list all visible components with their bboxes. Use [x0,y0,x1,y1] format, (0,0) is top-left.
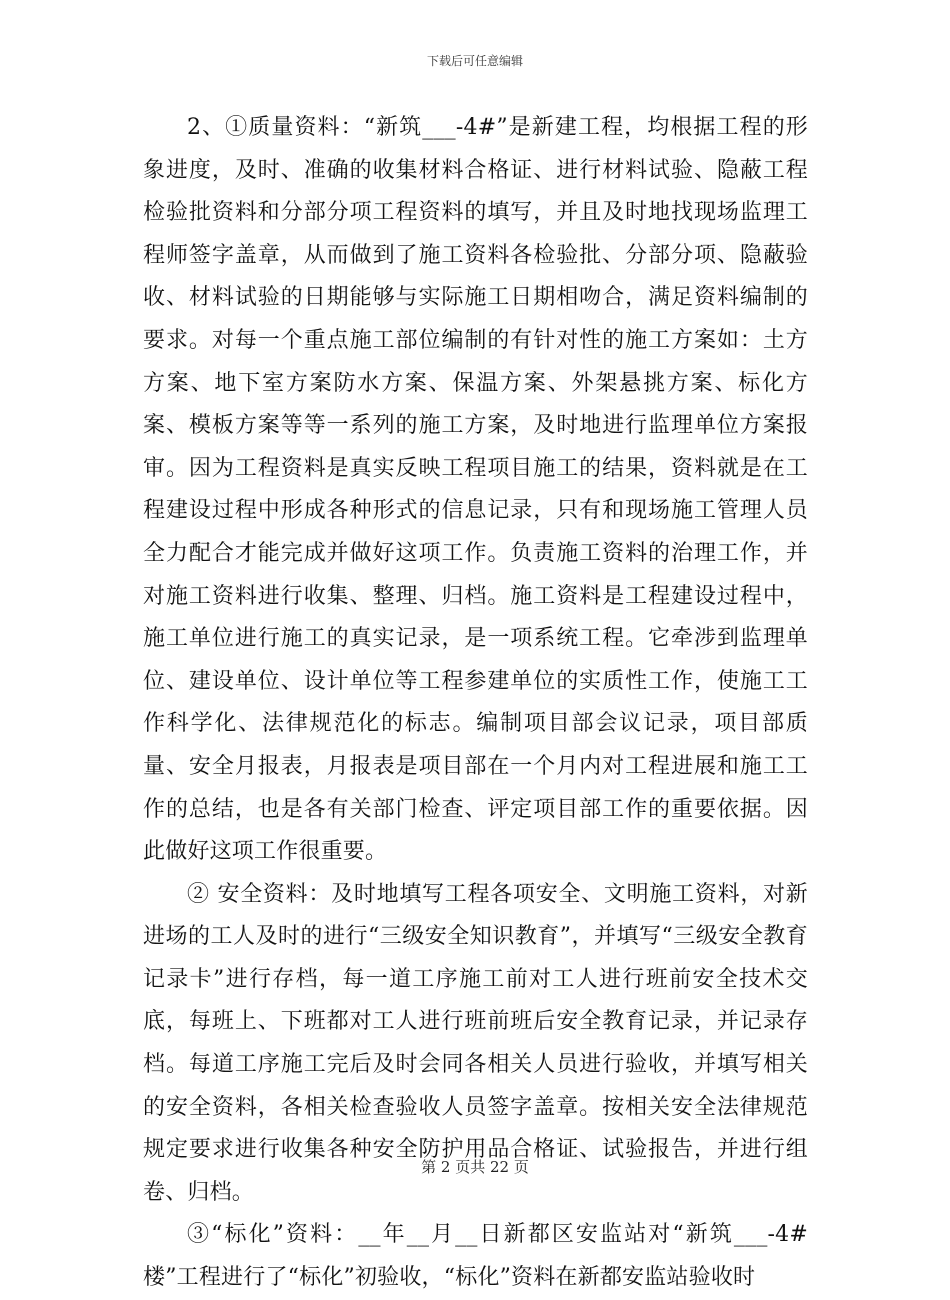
page-footer: 第 2 页共 22 页 [421,1158,529,1176]
page-header: 下载后可任意编辑 [426,54,523,68]
document-body [143,107,808,1300]
paragraph-safety-materials: ② 安全资料：及时地填写工程各项安全、文明施工资料，对新进场的工人及时的进行“三级安全知识教育”，并填写“三级安全教育记录卡”进行存档，每一道工序施工前对工人进行班前安全技术交底，每班上、下班都对工人进行班前班后安全教育记录，并记录存档。每道工序施工完后及时会同各相关人员进行验收，并填写相关的安全资料，各相关检查验收人员签字盖章。按相关安全法律规范规定要求进行收集各种安全防护用品合格证、试验报告，并进行组卷、归档。 [143,881,808,1205]
paragraph-quality-materials: 2、①质量资料：“新筑___-4#”是新建工程，均根据工程的形象进度，及时、准确的收集材料合格证、进行材料试验、隐蔽工程检验批资料和分部分项工程资料的填写，并且及时地找现场监理工程师签字盖章，从而做到了施工资料各检验批、分部分项、隐蔽验收、材料试验的日期能够与实际施工日期相吻合，满足资料编制的要求。对每一个重点施工部位编制的有针对性的施工方案如：土方方案、地下室方案防水方案、保温方案、外架悬挑方案、标化方案、模板方案等等一系列的施工方案，及时地进行监理单位方案报审。因为工程资料是真实反映工程项目施工的结果，资料就是在工程建设过程中形成各种形式的信息记录，只有和现场施工管理人员全力配合才能完成并做好这项工作。负责施工资料的治理工作，并对施工资料进行收集、整理、归档。施工资料是工程建设过程中，施工单位进行施工的真实记录，是一项系统工程。它牵涉到监理单位、建设单位、设计单位等工程参建单位的实质性工作，使施工工作科学化、法律规范化的标志。编制项目部会议记录，项目部质量、安全月报表，月报表是项目部在一个月内对工程进展和施工工作的总结，也是各有关部门检查、评定项目部工作的重要依据。因此做好这项工作很重要。 [143,115,808,865]
paragraph-standardization-materials: ③“标化”资料：__年__月__日新都区安监站对“新筑___-4#楼”工程进行了“标化”初验收，“标化”资料在新都安监站验收时 [143,1222,808,1291]
